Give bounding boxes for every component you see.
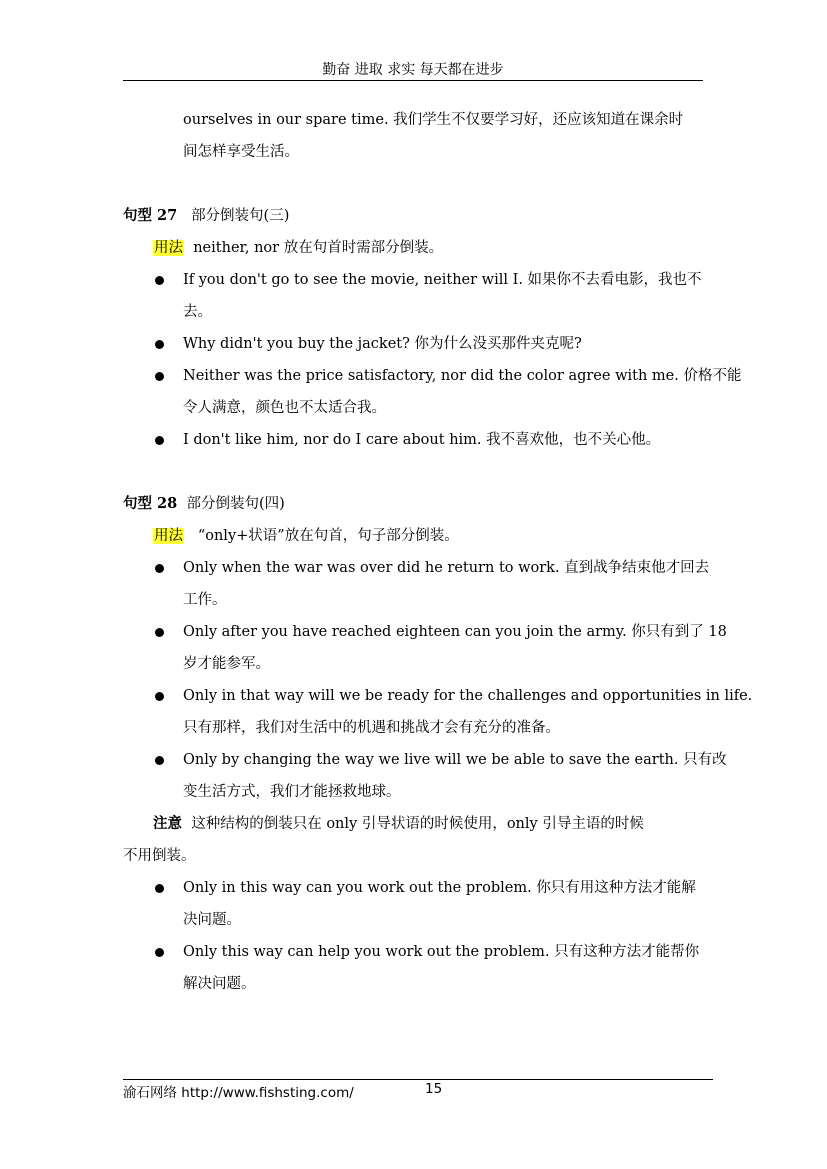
example-line: 去。 (183, 304, 212, 320)
bullet-icon (155, 628, 164, 637)
header-divider (123, 80, 703, 81)
document-body (123, 104, 753, 1000)
list-item (123, 616, 727, 680)
pattern-28-usage (123, 520, 703, 552)
bullet-icon (155, 948, 164, 957)
note-paragraph (123, 808, 703, 840)
usage-text: neither, nor 放在句首时需部分倒装。 (193, 240, 444, 256)
note-continuation: 不用倒装。 (123, 848, 196, 864)
pattern-28-heading (123, 488, 703, 520)
bullet-icon (155, 372, 164, 381)
example-line: Only in this way can you work out the problem. 你只有用这种方法才能解 (183, 880, 696, 896)
example-line: 解决问题。 (183, 976, 256, 992)
footer-divider (123, 1079, 713, 1080)
bullet-icon (155, 564, 164, 573)
example-line: Only in that way will we be ready for the challenges and opportunities in life. (183, 688, 753, 704)
list-item (123, 328, 703, 360)
note-tag: 注意 (153, 815, 182, 832)
usage-text: “only+状语”放在句首，句子部分倒装。 (197, 528, 459, 544)
example-line: Neither was the price satisfactory, nor did the color agree with me. 价格不能 (183, 368, 742, 384)
example-line: 岁才能参军。 (183, 656, 270, 672)
bullet-icon (155, 276, 164, 285)
pattern-27-label: 句型 27 (123, 207, 178, 224)
example-line: Why didn't you buy the jacket? 你为什么没买那件夹克呢? (183, 336, 582, 352)
bullet-icon (155, 692, 164, 701)
example-line: 令人满意，颜色也不太适合我。 (183, 400, 386, 416)
example-line: 工作。 (183, 592, 227, 608)
list-item (123, 936, 703, 1000)
note-text: 这种结构的倒装只在 only 引导状语的时候使用，only 引导主语的时候 (191, 816, 644, 832)
bullet-icon (155, 436, 164, 445)
list-item (123, 680, 753, 744)
example-line: I don't like him, nor do I care about him. 我不喜欢他，也不关心他。 (183, 432, 661, 448)
list-item (123, 552, 710, 616)
pattern-28-title: 部分倒装句(四) (186, 496, 285, 512)
list-item (123, 424, 703, 456)
bullet-icon (155, 756, 164, 765)
intro-line-1: ourselves in our spare time. 我们学生不仅要学习好，还应该知道在课余时 (183, 112, 684, 128)
intro-line-2: 间怎样享受生活。 (183, 144, 299, 160)
footer-source: 渝石网络 http://www.fishsting.com/ (123, 1085, 354, 1101)
usage-tag: 用法 (154, 528, 183, 544)
example-line: Only by changing the way we live will we be able to save the earth. 只有改 (183, 752, 727, 768)
page-header-motto: 勤奋 进取 求实 每天都在进步 (322, 62, 504, 78)
pattern-27-heading (123, 200, 703, 232)
pattern-27-title: 部分倒装句(三) (191, 208, 290, 224)
example-line: 变生活方式，我们才能拯救地球。 (183, 784, 401, 800)
list-item (123, 744, 727, 808)
bullet-icon (155, 340, 164, 349)
example-line: 只有那样，我们对生活中的机遇和挑战才会有充分的准备。 (183, 720, 560, 736)
pattern-28-label: 句型 28 (123, 495, 178, 512)
example-line: Only this way can help you work out the problem. 只有这种方法才能帮你 (183, 944, 700, 960)
page-number: 15 (425, 1081, 443, 1097)
pattern-27-usage (123, 232, 703, 264)
example-line: 决问题。 (183, 912, 241, 928)
list-item (123, 264, 703, 328)
example-line: Only after you have reached eighteen can you join the army. 你只有到了 18 (183, 624, 727, 640)
bullet-icon (155, 884, 164, 893)
example-line: If you don't go to see the movie, neither will I. 如果你不去看电影，我也不 (183, 272, 702, 288)
list-item (123, 360, 742, 424)
example-line: Only when the war was over did he return to work. 直到战争结束他才回去 (183, 560, 710, 576)
usage-tag: 用法 (154, 240, 183, 256)
list-item (123, 872, 703, 936)
